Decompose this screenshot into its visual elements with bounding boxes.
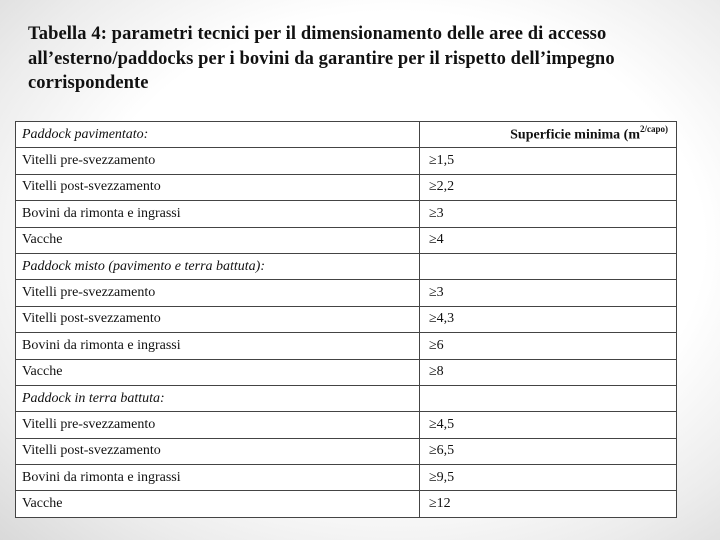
table-row — [16, 306, 677, 332]
row-label: Bovini da rimonta e ingrassi — [16, 465, 420, 491]
table-row — [16, 359, 677, 385]
row-label: Vitelli post-svezzamento — [16, 174, 420, 200]
header-superficie-minima — [420, 122, 677, 148]
header-unit-superscript: 2/capo) — [640, 124, 668, 135]
row-label: Vitelli post-svezzamento — [16, 306, 420, 332]
row-value: ≥4,5 — [420, 412, 677, 438]
section-row-paddock-misto — [16, 253, 677, 279]
header-superficie-label: Superficie minima (m — [510, 128, 640, 144]
section-row-paddock-terra-battuta — [16, 385, 677, 411]
row-label: Vitelli pre-svezzamento — [16, 148, 420, 174]
table-row — [16, 201, 677, 227]
table-row — [16, 280, 677, 306]
page-title: Tabella 4: parametri tecnici per il dimensionamento delle aree di accesso all’esterno/paddocks per i bovini da garantire per il rispetto dell’impegno corrispondente — [28, 24, 615, 93]
table-header-row — [16, 122, 677, 148]
row-value: ≥8 — [420, 359, 677, 385]
row-label: Bovini da rimonta e ingrassi — [16, 333, 420, 359]
table-row — [16, 412, 677, 438]
row-value: ≥6 — [420, 333, 677, 359]
parameters-table — [15, 121, 677, 518]
row-value: ≥4 — [420, 227, 677, 253]
row-label: Vacche — [16, 491, 420, 517]
row-value: ≥12 — [420, 491, 677, 517]
section-empty-cell — [420, 253, 677, 279]
table-row — [16, 148, 677, 174]
table-row — [16, 438, 677, 464]
table-row — [16, 333, 677, 359]
row-value: ≥9,5 — [420, 465, 677, 491]
row-value: ≥1,5 — [420, 148, 677, 174]
row-label: Vitelli post-svezzamento — [16, 438, 420, 464]
table-row — [16, 465, 677, 491]
section-label: Paddock in terra battuta: — [16, 385, 420, 411]
row-value: ≥4,3 — [420, 306, 677, 332]
row-label: Vacche — [16, 227, 420, 253]
row-value: ≥3 — [420, 280, 677, 306]
table-row — [16, 227, 677, 253]
row-value: ≥6,5 — [420, 438, 677, 464]
row-label: Bovini da rimonta e ingrassi — [16, 201, 420, 227]
row-value: ≥3 — [420, 201, 677, 227]
table-row — [16, 491, 677, 517]
section-empty-cell — [420, 385, 677, 411]
row-label: Vitelli pre-svezzamento — [16, 280, 420, 306]
table-row — [16, 174, 677, 200]
row-value: ≥2,2 — [420, 174, 677, 200]
section-label: Paddock misto (pavimento e terra battuta): — [16, 253, 420, 279]
row-label: Vacche — [16, 359, 420, 385]
header-paddock-pavimentato: Paddock pavimentato: — [16, 122, 420, 148]
row-label: Vitelli pre-svezzamento — [16, 412, 420, 438]
